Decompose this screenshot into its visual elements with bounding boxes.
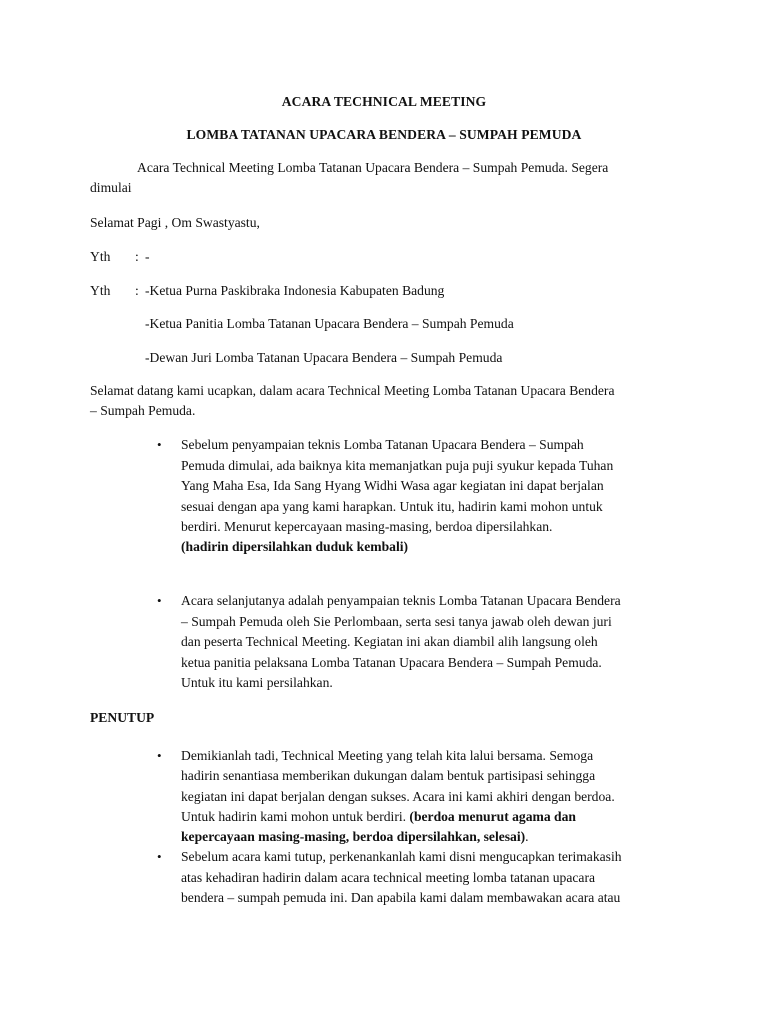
list-item-line: Yang Maha Esa, Ida Sang Hyang Widhi Wasa agar kegiatan ini dapat berjalan: [181, 478, 604, 493]
yth-label: Yth: [90, 249, 111, 264]
yth-recipient: -Ketua Panitia Lomba Tatanan Upacara Bendera – Sumpah Pemuda: [145, 316, 514, 331]
list-item-line: Pemuda dimulai, ada baiknya kita memanjatkan puja puji syukur kepada Tuhan: [181, 458, 614, 473]
yth-recipient: -Dewan Juri Lomba Tatanan Upacara Bendera – Sumpah Pemuda: [145, 350, 503, 365]
list-item-line: Demikianlah tadi, Technical Meeting yang telah kita lalui bersama. Semoga: [181, 748, 594, 763]
welcome-line-2: – Sumpah Pemuda.: [90, 403, 196, 418]
list-item-line: berdiri. Menurut kepercayaan masing-masing, berdoa dipersilahkan.: [181, 519, 553, 534]
list-item-line: Sebelum penyampaian teknis Lomba Tatanan Upacara Bendera – Sumpah: [181, 437, 584, 452]
yth-text: -Ketua Purna Paskibraka Indonesia Kabupaten Badung: [145, 283, 445, 298]
list-item-bold-note: (berdoa menurut agama dan: [409, 809, 576, 824]
document-subtitle: LOMBA TATANAN UPACARA BENDERA – SUMPAH PEMUDA: [186, 127, 582, 142]
yth-colon: :: [135, 283, 139, 298]
list-item-line: ketua panitia pelaksana Lomba Tatanan Upacara Bendera – Sumpah Pemuda.: [181, 655, 602, 670]
list-item-line: bendera – sumpah pemuda ini. Dan apabila kami dalam membawakan acara atau: [181, 890, 621, 905]
list-item-line: – Sumpah Pemuda oleh Sie Perlombaan, serta sesi tanya jawab oleh dewan juri: [181, 614, 612, 629]
list-item-line: Sebelum acara kami tutup, perkenankanlah kami disni mengucapkan terimakasih: [181, 849, 622, 864]
yth-label: Yth: [90, 283, 111, 298]
list-item-text: Untuk hadirin kami mohon untuk berdiri.: [181, 809, 410, 824]
yth-text: -: [145, 249, 150, 264]
intro-line-1: Acara Technical Meeting Lomba Tatanan Upacara Bendera – Sumpah Pemuda. Segera: [137, 160, 609, 175]
list-item-line: [181, 827, 529, 847]
list-item-line: Acara selanjutanya adalah penyampaian teknis Lomba Tatanan Upacara Bendera: [181, 593, 621, 608]
bullet-icon: •: [157, 748, 162, 763]
bullet-icon: •: [157, 849, 162, 864]
intro-line-2: dimulai: [90, 180, 132, 195]
greeting-text: Selamat Pagi , Om Swastyastu,: [90, 215, 260, 230]
list-item-bold-note: (hadirin dipersilahkan duduk kembali): [181, 539, 409, 554]
list-item-bold-note: kepercayaan masing-masing, berdoa dipersilahkan, selesai): [181, 829, 526, 844]
list-item-line: atas kehadiran hadirin dalam acara technical meeting lomba tatanan upacara: [181, 870, 596, 885]
list-item-text: .: [525, 829, 529, 844]
list-item-line: Untuk itu kami persilahkan.: [181, 675, 333, 690]
bullet-icon: •: [157, 437, 162, 452]
list-item-line: [181, 807, 576, 827]
list-item-line: dan peserta Technical Meeting. Kegiatan ini akan diambil alih langsung oleh: [181, 634, 598, 649]
list-item-line: sesuai dengan apa yang kami harapkan. Untuk itu, hadirin kami mohon untuk: [181, 499, 603, 514]
welcome-line-1: Selamat datang kami ucapkan, dalam acara Technical Meeting Lomba Tatanan Upacara Bendera: [90, 383, 615, 398]
list-item-line: kegiatan ini dapat berjalan dengan sukses. Acara ini kami akhiri dengan berdoa.: [181, 789, 615, 804]
document-title: ACARA TECHNICAL MEETING: [281, 94, 487, 109]
yth-colon: :: [135, 249, 139, 264]
closing-heading: PENUTUP: [90, 710, 155, 725]
bullet-icon: •: [157, 593, 162, 608]
list-item-line: hadirin senantiasa memberikan dukungan dalam bentuk partisipasi sehingga: [181, 768, 596, 783]
